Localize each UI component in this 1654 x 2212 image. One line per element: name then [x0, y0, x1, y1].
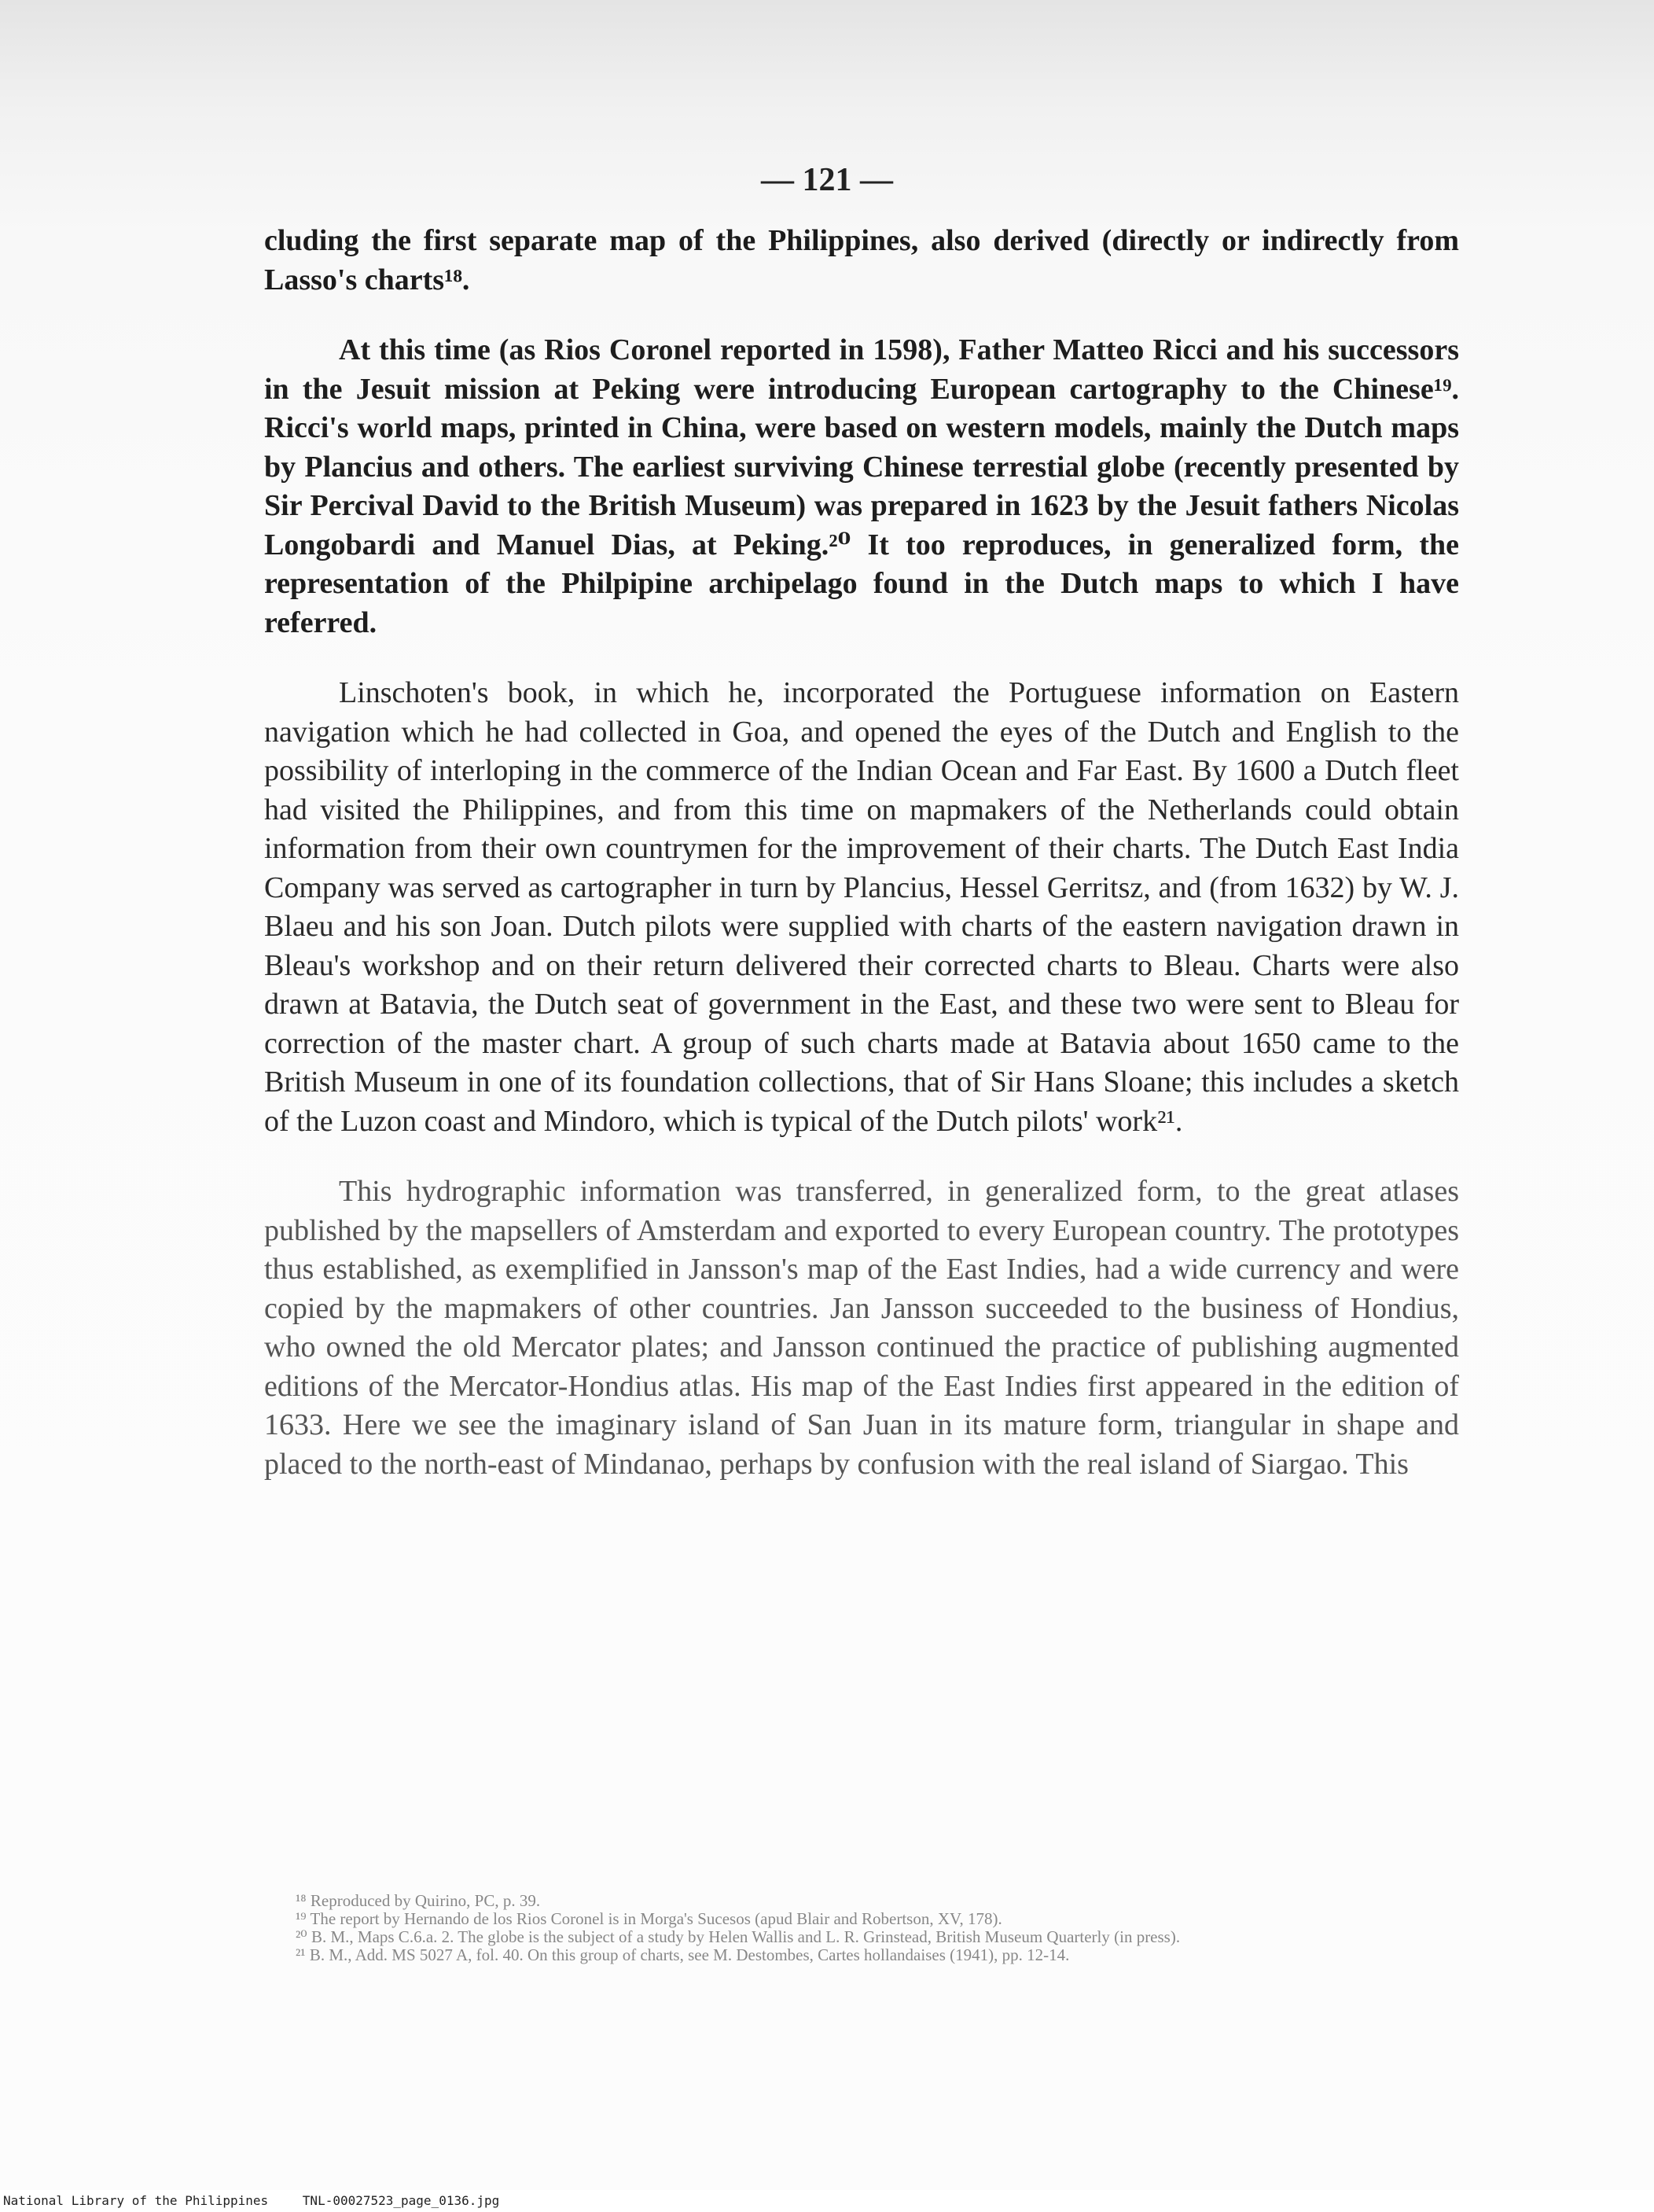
footnote-19: ¹⁹ The report by Hernando de los Rios Coronel is in Morga's Sucesos (apud Blair and Robertson, XV, 178).	[296, 1909, 1002, 1928]
scan-footer	[0, 2190, 1654, 2212]
paragraph-linschoten: Linschoten's book, in which he, incorporated the Portuguese information on Eastern navigation which he had collected in Goa, and opened the eyes of the Dutch and English to the possibility of interloping in the commerce of the Indian Ocean and Far East. By 1600 a Dutch fleet had visited the Philippines, and from this time on mapmakers of the Netherlands could obtain information from their own countrymen for the improvement of their charts. The Dutch East India Company was served as cartographer in turn by Plancius, Hessel Gerritsz, and (from 1632) by W. J. Blaeu and his son Joan. Dutch pilots were supplied with charts of the eastern navigation drawn in Bleau's workshop and on their return delivered their corrected charts to Bleau. Charts were also drawn at Batavia, the Dutch seat of government in the East, and these two were sent to Bleau for correction of the master chart. A group of such charts made at Batavia about 1650 came to the British Museum in one of its foundation collections, that of Sir Hans Sloane; this includes a sketch of the Luzon coast and Mindoro, which is typical of the Dutch pilots' work²¹.	[264, 676, 1459, 1138]
paragraph-hydrographic: This hydrographic information was transferred, in generalized form, to the great atlases published by the mapsellers of Amsterdam and exported to every European country. The prototypes thus established, as exemplified in Jansson's map of the East Indies, had a wide currency and were copied by the mapmakers of other countries. Jan Jansson succeeded to the business of Hondius, who owned the old Mercator plates; and Jansson continued the practice of publishing augmented editions of the Mercator-Hondius atlas. His map of the East Indies first appeared in the edition of 1633. Here we see the imaginary island of San Juan in its mature form, triangular in shape and placed to the north-east of Mindanao, perhaps by confusion with the real island of Siargao. This	[264, 1175, 1459, 1481]
footer-file-id: TNL-00027523_page_0136.jpg	[302, 2193, 500, 2208]
footnotes	[264, 1892, 1459, 1964]
footnote-20: ²⁰ B. M., Maps C.6.a. 2. The globe is the subject of a study by Helen Wallis and L. R. Grinstead, British Museum Quarterly (in press).	[296, 1927, 1181, 1946]
body-text	[264, 222, 1459, 1515]
paragraph-continuation: cluding the first separate map of the Philippines, also derived (directly or indirectly from Lasso's charts¹⁸.	[264, 224, 1459, 296]
paragraph-ricci: At this time (as Rios Coronel reported in 1598), Father Matteo Ricci and his successors in the Jesuit mission at Peking were introducing European cartography to the Chinese¹⁹. Ricci's world maps, printed in China, were based on western models, mainly the Dutch maps by Plancius and others. The earliest surviving Chinese terrestial globe (recently presented by Sir Percival David to the British Museum) was prepared in 1623 by the Jesuit fathers Nicolas Longobardi and Manuel Dias, at Peking.²⁰ It too reproduces, in generalized form, the representation of the Philpipine archipelago found in the Dutch maps to which I have referred.	[264, 333, 1459, 639]
page-number: — 121 —	[761, 162, 893, 198]
footnote-18: ¹⁸ Reproduced by Quirino, PC, p. 39.	[296, 1891, 541, 1910]
footnote-21: ²¹ B. M., Add. MS 5027 A, fol. 40. On this group of charts, see M. Destombes, Cartes hollandaises (1941), pp. 12-14.	[296, 1945, 1070, 1964]
footer-source: National Library of the Philippines	[3, 2193, 269, 2208]
